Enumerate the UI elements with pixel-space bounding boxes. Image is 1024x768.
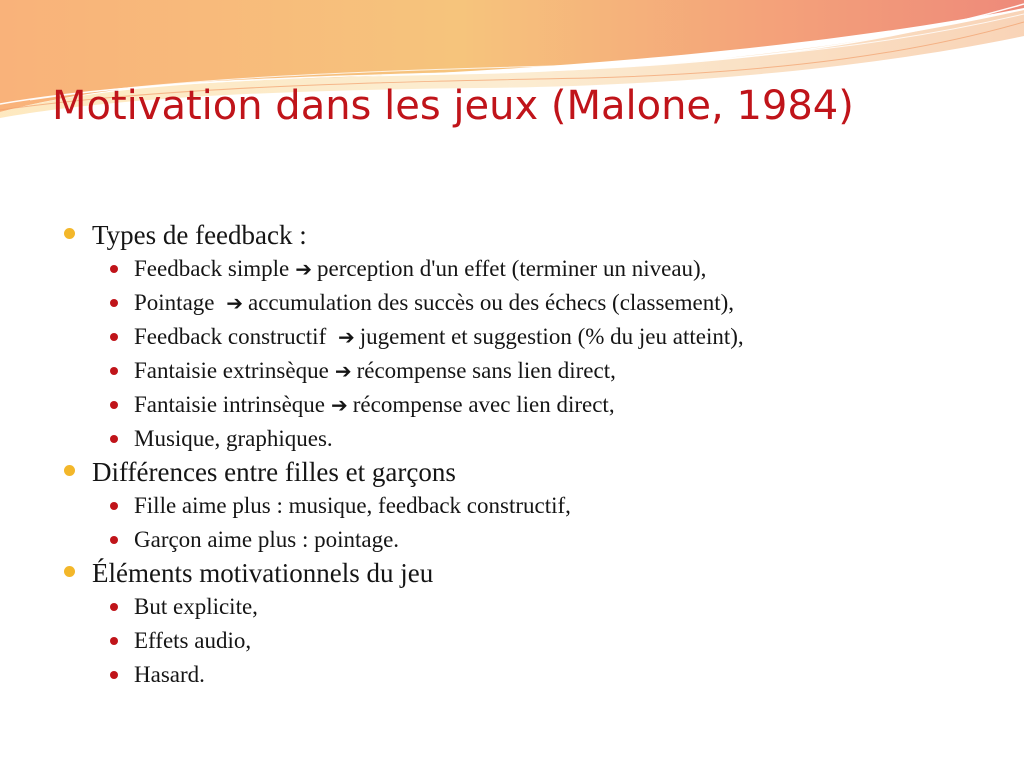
level2-bullet-icon <box>110 401 118 409</box>
item-description: récompense sans lien direct, <box>356 358 616 383</box>
list-item <box>64 590 1004 624</box>
list-item <box>64 286 1004 320</box>
arrow-right-icon: ➔ <box>295 257 312 281</box>
item-term: Fantaisie extrinsèque <box>134 358 329 383</box>
item-term: Fantaisie intrinsèque <box>134 392 325 417</box>
item-text: But explicite, <box>134 594 258 619</box>
section-heading-gender-differences <box>64 456 1004 489</box>
item-description: récompense avec lien direct, <box>352 392 615 417</box>
item-text: Hasard. <box>134 662 205 687</box>
arrow-right-icon: ➔ <box>331 393 348 417</box>
list-item <box>64 624 1004 658</box>
list-item <box>64 320 1004 354</box>
item-description: accumulation des succès ou des échecs (classement), <box>248 290 735 315</box>
level2-bullet-icon <box>110 367 118 375</box>
item-term: Pointage <box>134 290 221 315</box>
section-label: Différences entre filles et garçons <box>92 457 456 487</box>
level2-bullet-icon <box>110 536 118 544</box>
section-heading-motivational-elements <box>64 557 1004 590</box>
slide-title: Motivation dans les jeux (Malone, 1984) <box>52 83 854 129</box>
arrow-right-icon: ➔ <box>226 291 244 315</box>
item-term: Feedback constructif <box>134 324 332 349</box>
list-item <box>64 523 1004 557</box>
list-item <box>64 354 1004 388</box>
arrow-right-icon: ➔ <box>337 325 355 349</box>
level2-bullet-icon <box>110 637 118 645</box>
list-item <box>64 388 1004 422</box>
item-description: perception d'un effet (terminer un niveau), <box>316 256 707 281</box>
level2-bullet-icon <box>110 333 118 341</box>
item-text: Effets audio, <box>134 628 252 653</box>
item-text: Garçon aime plus : pointage. <box>134 527 400 552</box>
level2-bullet-icon <box>110 299 118 307</box>
level2-bullet-icon <box>110 265 118 273</box>
level1-bullet-icon <box>64 566 75 577</box>
arrow-right-icon: ➔ <box>334 359 352 383</box>
section-label: Éléments motivationnels du jeu <box>92 558 434 588</box>
level1-bullet-icon <box>64 465 75 476</box>
item-description: jugement et suggestion (% du jeu atteint), <box>359 324 744 349</box>
list-item <box>64 489 1004 523</box>
level1-bullet-icon <box>64 228 75 239</box>
list-item <box>64 252 1004 286</box>
bullet-list <box>64 219 1004 692</box>
item-term: Feedback simple <box>134 256 290 281</box>
item-text: Fille aime plus : musique, feedback constructif, <box>134 493 571 518</box>
list-item <box>64 658 1004 692</box>
level2-bullet-icon <box>110 603 118 611</box>
section-label: Types de feedback : <box>92 220 307 250</box>
item-text: Musique, graphiques. <box>134 426 333 451</box>
list-item <box>64 422 1004 456</box>
level2-bullet-icon <box>110 435 118 443</box>
section-heading-feedback-types <box>64 219 1004 252</box>
level2-bullet-icon <box>110 502 118 510</box>
level2-bullet-icon <box>110 671 118 679</box>
